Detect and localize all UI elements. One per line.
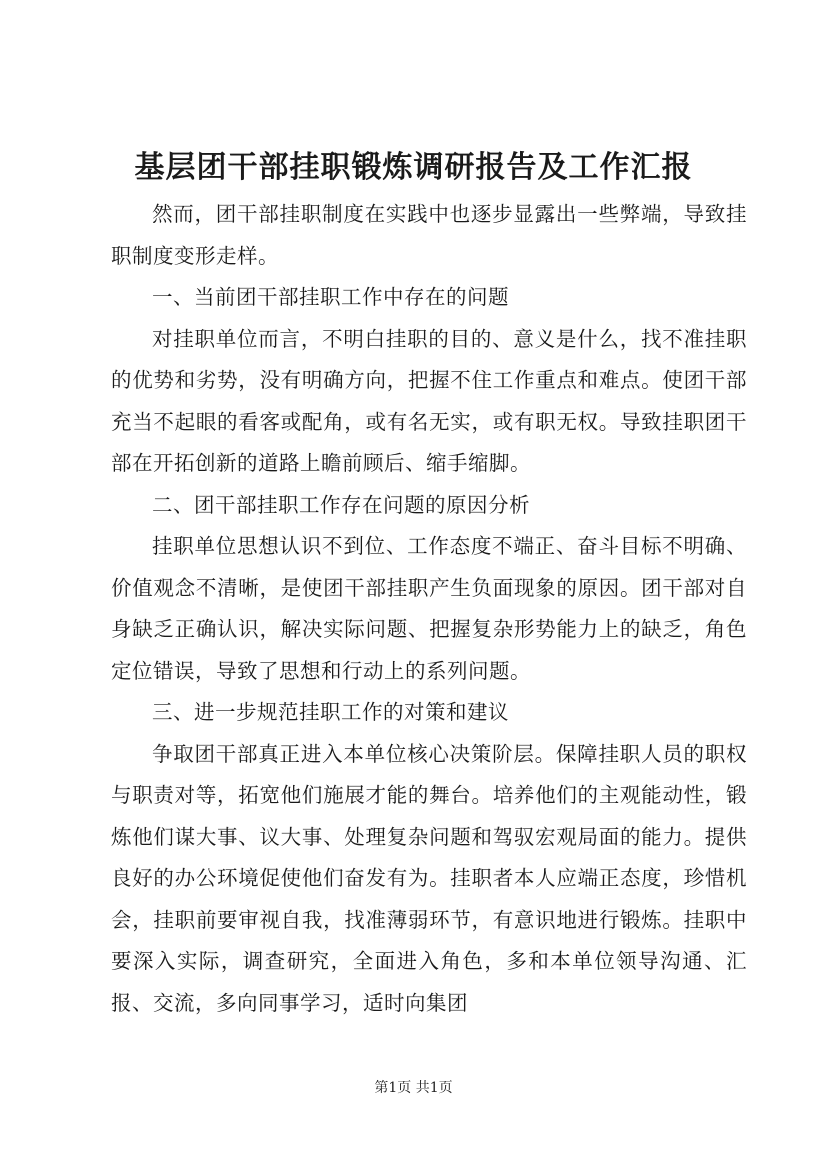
paragraph-problems: 对挂职单位而言，不明白挂职的目的、意义是什么，找不准挂职的优势和劣势，没有明确方向，把握不住工作重点和难点。使团干部充当不起眼的看客或配角，或有名无实，或有职无权。导致挂职团干部在开拓创新的道路上瞻前顾后、缩手缩脚。 (111, 326, 747, 475)
paragraph-suggestions: 争取团干部真正进入本单位核心决策阶层。保障挂职人员的职权与职责对等，拓宽他们施展才能的舞台。培养他们的主观能动性，锻炼他们谋大事、议大事、处理复杂问题和驾驭宏观局面的能力。提供良好的办公环境促使他们奋发有为。挂职者本人应端正态度，珍惜机会，挂职前要审视自我，找准薄弱环节，有意识地进行锻炼。挂职中要深入实际，调查研究，全面进入角色，多和本单位领导沟通、汇报、交流，多向同事学习，适时向集团 (111, 741, 747, 1015)
page-footer: 第1页 共1页 (374, 1080, 453, 1096)
section-heading-1: 一、当前团干部挂职工作中存在的问题 (152, 285, 509, 309)
paragraph-causes: 挂职单位思想认识不到位、工作态度不端正、奋斗目标不明确、价值观念不清晰，是使团干部挂职产生负面现象的原因。团干部对自身缺乏正确认识，解决实际问题、把握复杂形势能力上的缺乏，角色定位错误，导致了思想和行动上的系列问题。 (111, 534, 747, 683)
paragraph-intro: 然而，团干部挂职制度在实践中也逐步显露出一些弊端，导致挂职制度变形走样。 (111, 202, 747, 268)
document-title: 基层团干部挂职锻炼调研报告及工作汇报 (134, 150, 693, 185)
section-heading-3: 三、进一步规范挂职工作的对策和建议 (152, 700, 509, 724)
section-heading-2: 二、团干部挂职工作存在问题的原因分析 (152, 492, 530, 517)
document-body (111, 194, 747, 1024)
